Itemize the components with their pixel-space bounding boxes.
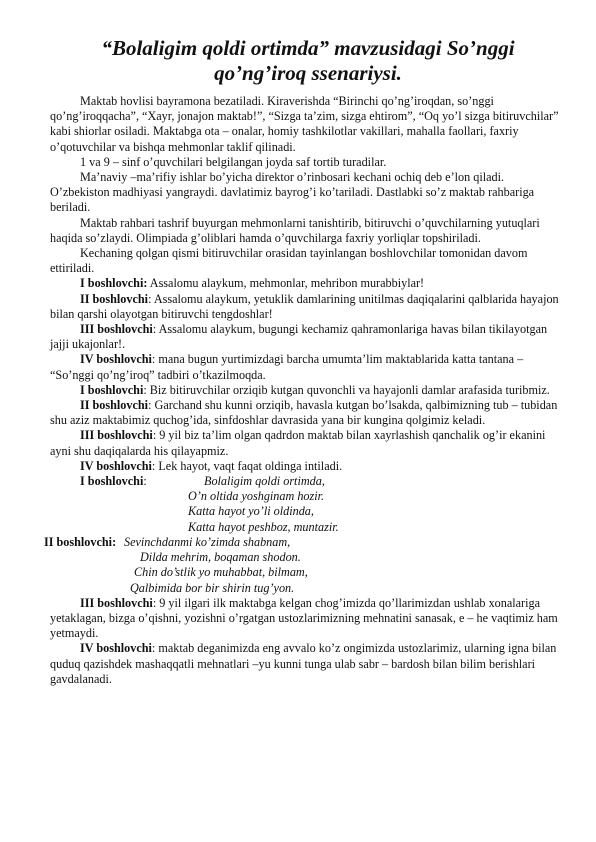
speaker-label: II boshlovchi [80, 291, 149, 306]
speaker-label: II boshlovchi: [44, 534, 117, 549]
poem-block-1 [50, 474, 566, 535]
speaker-label: III boshlovchi [80, 595, 153, 610]
dialogue-text: : Biz bitiruvchilar orziqib kutgan quvonchli va hayajonli damlar arafasida turibmiz. [143, 382, 550, 397]
speaker-label: IV boshlovchi [80, 352, 152, 367]
page-title: “Bolaligim qoldi ortimda” mavzusidagi So’nggi qo’ng’iroq ssenariysi. [101, 36, 515, 85]
dialogue-text: : 9 yil biz ta’lim olgan qadrdon maktab bilan xayrlashish qanchalik og’ir ekanini ayni shu daqiqalarda his qilayapmiz. [50, 428, 546, 458]
poem-block-2 [44, 535, 566, 596]
poem-speaker-line [50, 474, 566, 489]
hosts-paragraph: Kechaning qolgan qismi bitiruvchilar orasidan tayinlangan boshlovchilar tomonidan davom ettiriladi. [50, 246, 528, 276]
dialogue-text: : Assalomu alaykum, yetuklik damlarining unitilmas daqiqalarini qalblarida hayajon bilan qarshi olayotgan bitiruvchi tengdoshlar! [50, 291, 559, 321]
speaker-colon: : [143, 474, 147, 489]
dialogue-line [50, 459, 566, 474]
speaker-label: I boshlovchi: [80, 276, 148, 291]
dialogue-line [50, 596, 566, 642]
verse-line: Katta hayot yo’li oldinda, [188, 504, 314, 519]
poem-speaker-line [44, 535, 566, 550]
dialogue-line [50, 322, 566, 352]
speaker-label: IV boshlovchi [80, 641, 152, 656]
principal-paragraph: Maktab rahbari tashrif buyurgan mehmonlarni tanishtirib, bitiruvchi o’quvchilarning yutuqlari haqida so’zlaydi. Olimpiada g’oliblari hamda o’quvchilarga faxriy yorliqlar topshiriladi. [50, 215, 540, 245]
dialogue-text: : 9 yil ilgari ilk maktabga kelgan chog’imizda qo’llarimizdan ushlab xonalariga yetaklagan, bizga o’qishni, yozishni o’rgatgan ustozlarimizning mehnatini sanasak, e – he vaqtimiz ham yetmaydi. [50, 595, 558, 641]
speaker-label: I boshlovchi [80, 474, 144, 489]
dialogue-line [50, 352, 566, 382]
lineup-paragraph: 1 va 9 – sinf o’quvchilari belgilangan joyda saf tortib turadilar. [80, 154, 387, 169]
dialogue-line [50, 276, 566, 291]
verse-line: O’n oltida yoshginam hozir. [188, 489, 325, 504]
dialogue-text: : Lek hayot, vaqt faqat oldinga intiladi. [151, 458, 343, 473]
verse-line: Dilda mehrim, boqaman shodon. [140, 550, 301, 565]
verse-line: Sevinchdanmi ko’zimda shabnam, [124, 534, 291, 549]
speaker-label: I boshlovchi [80, 382, 144, 397]
speaker-label: II boshlovchi [80, 398, 149, 413]
dialogue-text: : mana bugun yurtimizdagi barcha umumta’lim maktablarida katta tantana – “So’nggi qo’ng’iroq” tadbiri o’tkazilmoqda. [50, 352, 524, 382]
verse-line: Qalbimida bor bir shirin tug’yon. [130, 580, 295, 595]
dialogue-text: : Assalomu alaykum, bugungi kechamiz qahramonlariga havas bilan tikilayotgan jajji ukajonlar!. [50, 322, 548, 352]
verse-line: Chin do’stlik yo muhabbat, bilmam, [134, 565, 308, 580]
dialogue-line [50, 398, 566, 428]
dialogue-text: Assalomu alaykum, mehmonlar, mehribon murabbiylar! [147, 276, 425, 291]
dialogue-line [50, 428, 566, 458]
dialogue-line [50, 641, 566, 687]
dialogue-text: : Garchand shu kunni orziqib, havasla kutgan bo’lsakda, qalbimizning tub – tubidan shu aziz maktabimiz quchog’ida, sinfdoshlar davrasida yana bir kungina qolgimiz keladi. [50, 398, 558, 428]
speaker-label: IV boshlovchi [80, 458, 152, 473]
dialogue-line [50, 383, 566, 398]
dialogue-text: : maktab deganimizda eng avvalo ko’z ongimizda ustozlarimiz, ularning igna bilan quduq qazishdek mashaqqatli mehnatlari –yu kunni tunga ulab sabr – bardosh bilan bilim berishlari gavdalanadi. [50, 641, 557, 686]
speaker-label: III boshlovchi [80, 428, 153, 443]
dialogue-line [50, 292, 566, 322]
intro-paragraph: Maktab hovlisi bayramona bezatiladi. Kiraverishda “Birinchi qo’ng’iroqdan, so’nggi qo’ng’iroqqacha”, “Xayr, jonajon maktab!”, “Sizga ta’zim, sizga ehtirom”, “Oq yo’l sizga bitiruvchilar” kabi shiorlar osiladi. Maktabga ota – onalar, homiy tashkilotlar vakillari, mahalla faollari, faxriy o’qotuvchilar va bishqa mehmonlar taklif qilinadi. [50, 94, 559, 154]
verse-line: Bolaligim qoldi ortimda, [204, 474, 325, 489]
verse-line: Katta hayot peshboz, muntazir. [188, 519, 339, 534]
speaker-label: III boshlovchi [80, 322, 153, 337]
opening-paragraph: Ma’naviy –ma’rifiy ishlar bo’yicha direktor o’rinbosari kechani ochiq deb e’lon qiladi. O’zbekiston madhiyasi yangraydi. davlatimiz bayrog’i ko’tariladi. Dastlabki so’z maktab rahbariga beriladi. [50, 170, 535, 215]
